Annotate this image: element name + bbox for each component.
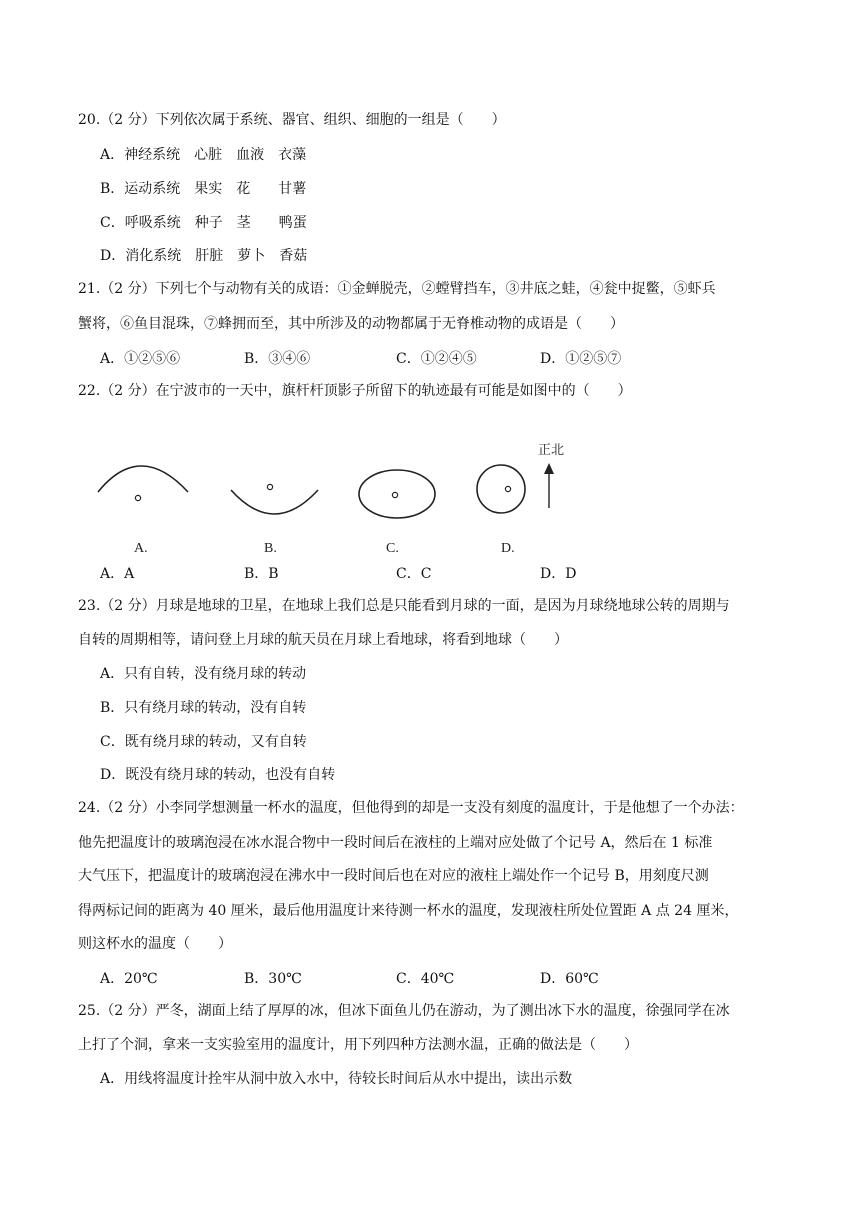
question-25-stem-line2: 上打了个洞，拿来一支实验室用的温度计，用下列四种方法测水温，正确的做法是（ ） (78, 1037, 638, 1053)
question-24-option-d: D．60℃ (540, 971, 599, 987)
north-arrow-icon (544, 463, 554, 474)
figure-label-d: D. (501, 541, 515, 556)
question-24-line4: 得两标记间的距离为 40 厘米，最后他用温度计来待测一杯水的温度，发现液柱所处位置距 A 点 24 厘米， (78, 903, 739, 919)
question-21-option-d: D．①②⑤⑦ (540, 351, 622, 367)
question-20-option-c: C．呼吸系统 种子 茎 鸭蛋 (100, 215, 307, 231)
shadow-trajectory-figure (88, 430, 588, 560)
trajectory-a-pole (135, 495, 140, 500)
question-21-stem-line1: 21.（2 分）下列七个与动物有关的成语：①金蝉脱壳，②螳臂挡车，③井底之蛙，④瓮中捉鳖，⑤虾兵 (78, 281, 716, 297)
question-24-line5: 则这杯水的温度（ ） (78, 936, 232, 952)
question-22-option-d: D．D (540, 566, 577, 582)
question-20-option-d: D．消化系统 肝脏 萝卜 香菇 (100, 248, 308, 264)
question-20-option-b: B．运动系统 果实 花 甘薯 (100, 181, 307, 197)
trajectory-d-pole (505, 486, 510, 491)
question-23-stem-line2: 自转的周期相等，请问登上月球的航天员在月球上看地球，将看到地球（ ） (78, 632, 568, 648)
trajectory-a-arch (98, 466, 188, 492)
question-22-stem: 22.（2 分）在宁波市的一天中，旗杆杆顶影子所留下的轨迹最有可能是如图中的（ ） (78, 383, 632, 399)
question-23-option-b: B．只有绕月球的转动，没有自转 (100, 700, 307, 716)
trajectory-c-pole (392, 492, 397, 497)
question-21-option-a: A．①②⑤⑥ (100, 351, 181, 367)
question-21-stem-line2: 蟹将，⑥鱼目混珠，⑦蜂拥而至，其中所涉及的动物都属于无脊椎动物的成语是（ ） (78, 316, 624, 332)
question-25-stem-line1: 25.（2 分）严冬，湖面上结了厚厚的冰，但冰下面鱼儿仍在游动，为了测出冰下水的温度，徐强同学在冰 (78, 1003, 730, 1019)
question-23-stem-line1: 23.（2 分）月球是地球的卫星，在地球上我们总是只能看到月球的一面，是因为月球绕地球公转的周期与 (78, 598, 730, 614)
question-24-option-a: A．20℃ (100, 971, 158, 987)
figure-label-a: A. (134, 541, 148, 556)
question-23-option-d: D．既没有绕月球的转动，也没有自转 (100, 767, 336, 783)
figure-label-b: B. (264, 541, 277, 556)
question-21-option-b: B．③④⑥ (244, 351, 311, 367)
trajectory-b-pole (267, 484, 272, 489)
question-24-option-b: B．30℃ (244, 971, 302, 987)
question-24-option-c: C．40℃ (396, 971, 455, 987)
question-22-option-c: C．C (396, 566, 432, 582)
question-24-line1: 24.（2 分）小李同学想测量一杯水的温度，但他得到的却是一支没有刻度的温度计，于是他想了一个办法： (78, 800, 744, 816)
question-22-option-a: A．A (100, 566, 135, 582)
question-21-option-c: C．①②④⑤ (396, 351, 477, 367)
question-23-option-a: A．只有自转，没有绕月球的转动 (100, 666, 307, 682)
question-20-option-a: A．神经系统 心脏 血液 衣藻 (100, 147, 307, 163)
question-23-option-c: C．既有绕月球的转动，又有自转 (100, 734, 307, 750)
question-24-line3: 大气压下，把温度计的玻璃泡浸在沸水中一段时间后也在对应的液柱上端处作一个记号 B，用刻度尺测 (78, 868, 709, 884)
question-20-stem: 20.（2 分）下列依次属于系统、器官、组织、细胞的一组是（ ） (78, 112, 506, 128)
question-24-line2: 他先把温度计的玻璃泡浸在冰水混合物中一段时间后在液柱的上端对应处做了个记号 A，然后在 1 标准 (78, 835, 713, 851)
figure-label-c: C. (386, 541, 399, 556)
question-25-option-a: A．用线将温度计拴牢从洞中放入水中，待较长时间后从水中提出，读出示数 (100, 1071, 573, 1087)
trajectory-b-valley (231, 490, 318, 514)
north-label: 正北 (538, 443, 565, 458)
question-22-option-b: B．B (244, 566, 279, 582)
trajectory-d-circle (477, 465, 525, 513)
trajectory-diagram (88, 430, 588, 560)
